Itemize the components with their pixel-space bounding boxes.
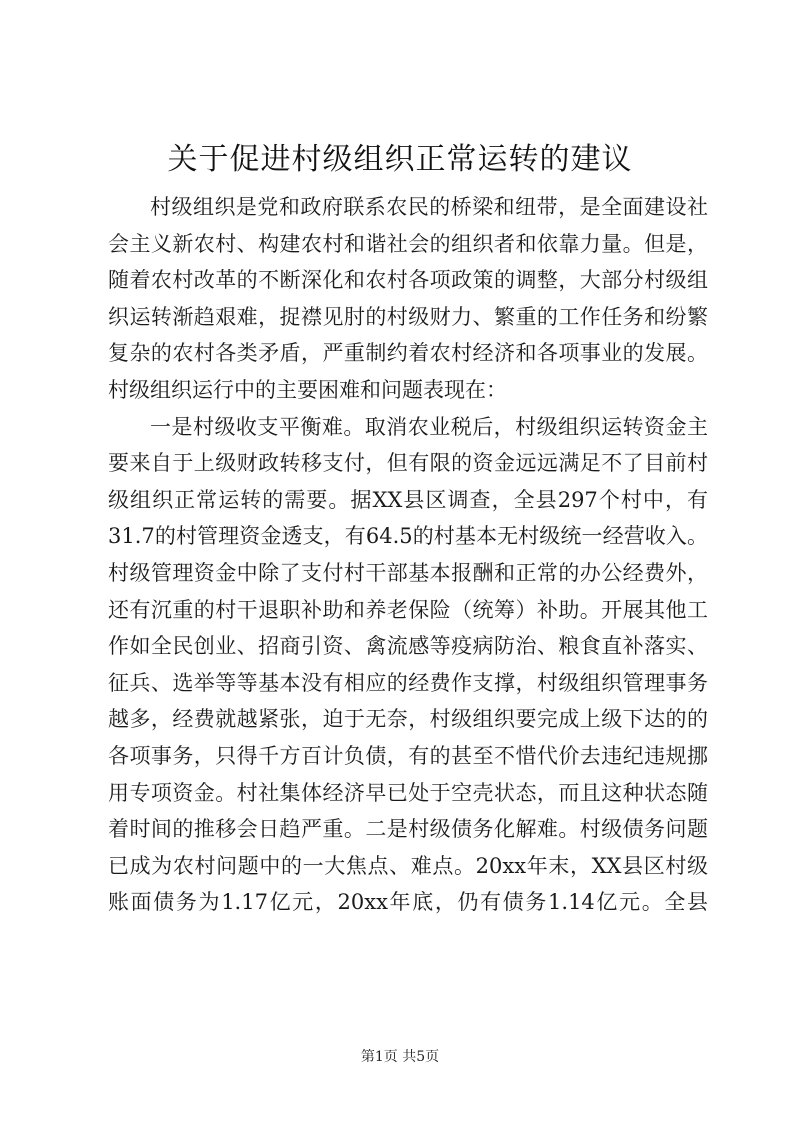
body-line: 村级组织运行中的主要困难和问题表现在： bbox=[108, 377, 507, 402]
body-line: 31.7的村管理资金透支，有64.5的村基本无村级统一经营收入。 bbox=[108, 524, 708, 549]
body-line: 账面债务为1.17亿元，20xx年底，仍有债务1.14亿元。全县 bbox=[108, 890, 708, 915]
body-line: 一是村级收支平衡难。取消农业税后，村级组织运转资金主 bbox=[150, 414, 708, 439]
body-line: 级组织正常运转的需要。据XX县区调查，全县297个村中，有 bbox=[108, 487, 708, 512]
page-footer: 第1页 共5页 bbox=[360, 1049, 440, 1065]
body-line: 各项事务，只得千方百计负债，有的甚至不惜代价去违纪违规挪 bbox=[108, 743, 708, 768]
body-line: 会主义新农村、构建农村和谐社会的组织者和依靠力量。但是， bbox=[108, 231, 708, 256]
body-line: 作如全民创业、招商引资、禽流感等疫病防治、粮食直补落实、 bbox=[108, 634, 708, 659]
body-line: 织运转渐趋艰难，捉襟见肘的村级财力、繁重的工作任务和纷繁 bbox=[108, 304, 708, 329]
body-line: 村级管理资金中除了支付村干部基本报酬和正常的办公经费外， bbox=[108, 560, 708, 585]
body-line: 还有沉重的村干退职补助和养老保险（统筹）补助。开展其他工 bbox=[108, 597, 708, 622]
body-line: 着时间的推移会日趋严重。二是村级债务化解难。村级债务问题 bbox=[108, 817, 708, 842]
document-body bbox=[108, 189, 708, 921]
body-line: 征兵、选举等等基本没有相应的经费作支撑，村级组织管理事务 bbox=[108, 670, 708, 695]
body-line: 要来自于上级财政转移支付，但有限的资金远远满足不了目前村 bbox=[108, 451, 708, 476]
body-line: 村级组织是党和政府联系农民的桥梁和纽带，是全面建设社 bbox=[150, 195, 708, 219]
body-line: 复杂的农村各类矛盾，严重制约着农村经济和各项事业的发展。 bbox=[108, 341, 708, 366]
document-title: 关于促进村级组织正常运转的建议 bbox=[167, 142, 633, 177]
body-line: 随着农村改革的不断深化和农村各项政策的调整，大部分村级组 bbox=[108, 268, 708, 293]
body-line: 用专项资金。村社集体经济早已处于空壳状态，而且这种状态随 bbox=[108, 780, 708, 805]
body-line: 已成为农村问题中的一大焦点、难点。20xx年末，XX县区村级 bbox=[108, 853, 708, 878]
body-line: 越多，经费就越紧张，迫于无奈，村级组织要完成上级下达的的 bbox=[108, 707, 708, 732]
